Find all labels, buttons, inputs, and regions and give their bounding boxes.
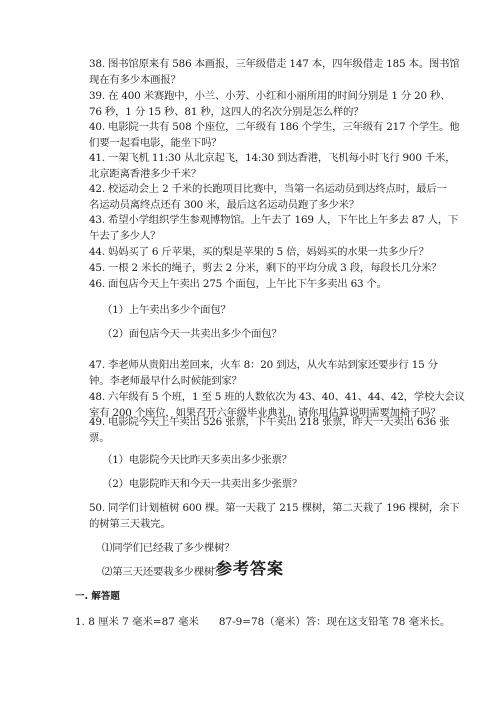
text-line: 的树第三天栽完。	[89, 518, 171, 530]
text-line: ⑴同学们已经栽了多少棵树？	[102, 542, 235, 554]
text-line: 们要一起看电影，能坐下吗？	[89, 137, 222, 149]
text-line: 44. 妈妈买了 6 斤苹果，买的梨是苹果的 5 倍，妈妈买的水果一共多少斤？	[89, 246, 429, 258]
text-line: 45. 一根 2 米长的绳子，剪去 2 分米，剩下的平均分成 3 段，每段长几分米？	[89, 262, 442, 274]
answers-heading: 参考答案	[215, 559, 284, 578]
answer-1-part-1: 1. 8 厘米 7 毫米=87 毫米	[75, 616, 199, 628]
question-46-part-2	[102, 326, 282, 342]
text-line: 76 秒，1 分 15 秒、81 秒，这四人的名次分别是怎么样的？	[89, 106, 364, 118]
text-line: 42. 校运动会上 2 千米的长跑项目比赛中，当第一名运动员到达终点时，最后一	[89, 183, 447, 195]
text-line: 现在有多少本画报？	[89, 74, 181, 86]
text-line: 午去了多少人？	[89, 230, 161, 242]
question-47	[89, 357, 438, 389]
question-50-part-1	[102, 540, 234, 556]
question-49	[89, 414, 450, 446]
section-title: 一. 解答题	[75, 591, 120, 602]
text-line: 50. 同学们计划植树 600 棵。第一天栽了 215 棵树，第二天栽了 196 棵树，余下	[89, 502, 460, 514]
question-38	[89, 56, 460, 88]
answer-1	[75, 613, 450, 628]
text-line: 名运动员离终点还有 300 米，最后这名运动员跑了多少米？	[89, 199, 360, 211]
text-line: 48. 六年级有 5 个班，1 至 5 班的人数依次为 43、40、41、44、42，学校大会议	[89, 391, 465, 403]
question-50	[89, 500, 460, 532]
text-line: 43. 希望小学组织学生参观博物馆。上午去了 169 人，下午比上午多去 87 人，下	[89, 214, 459, 226]
question-41	[89, 150, 456, 182]
text-line: 票。	[89, 432, 110, 444]
text-line: 39. 在 400 米赛跑中，小兰、小芳、小红和小丽所用的时间分别是 1 分 20 秒、	[89, 90, 451, 102]
text-line: （2）面包店今天一共卖出多少个面包？	[102, 328, 282, 340]
text-line: 钟。李老师最早什么时候能到家？	[89, 375, 242, 387]
answer-1-part-2: 87-9=78（毫米）答：现在这支铅笔 78 毫米长。	[218, 616, 451, 628]
text-line: 北京距离香港多少千米？	[89, 168, 202, 180]
text-line: 38. 图书馆原来有 586 本画报，三年级借走 147 本，四年级借走 185 本。图书馆	[89, 58, 460, 70]
question-42	[89, 181, 447, 213]
question-40	[89, 119, 460, 151]
text-line: 41. 一架飞机 11:30 从北京起飞，14:30 到达香港，飞机每小时飞行 900 千米，	[89, 152, 456, 164]
question-44	[89, 244, 429, 260]
text-line: （1）电影院今天比昨天多卖出多少张票？	[102, 454, 292, 466]
question-43	[89, 212, 459, 244]
text-line: （1）上午卖出多少个面包？	[102, 304, 231, 316]
question-46	[89, 276, 424, 292]
text-line: 40. 电影院一共有 508 个座位，二年级有 186 个学生，三年级有 217 个学生。他	[89, 121, 460, 133]
text-line: 47. 李老师从贵阳出差回来，火车 8：20 到达，从火车站到家还要步行 15 分	[89, 359, 438, 371]
text-line: 49. 电影院今天上午卖出 526 张票，下午卖出 218 张票，昨天一天卖出 636 张	[89, 416, 450, 428]
question-45	[89, 260, 442, 276]
text-line: 46. 面包店今天上午卖出 275 个面包，上午比下午多卖出 63 个。	[89, 278, 387, 290]
question-39	[89, 88, 451, 120]
text-line: 室有 200 个座位，如果召开六年级毕业典礼，请你用估算说明需要加椅子吗？	[89, 407, 441, 419]
text-line: （2）电影院昨天和今天一共卖出多少张票？	[102, 478, 303, 490]
question-46-part-1	[102, 302, 231, 318]
question-49-part-1	[102, 452, 292, 468]
text-line: ⑵第三天还要栽多少棵树？	[102, 566, 225, 578]
question-49-part-2	[102, 476, 302, 492]
